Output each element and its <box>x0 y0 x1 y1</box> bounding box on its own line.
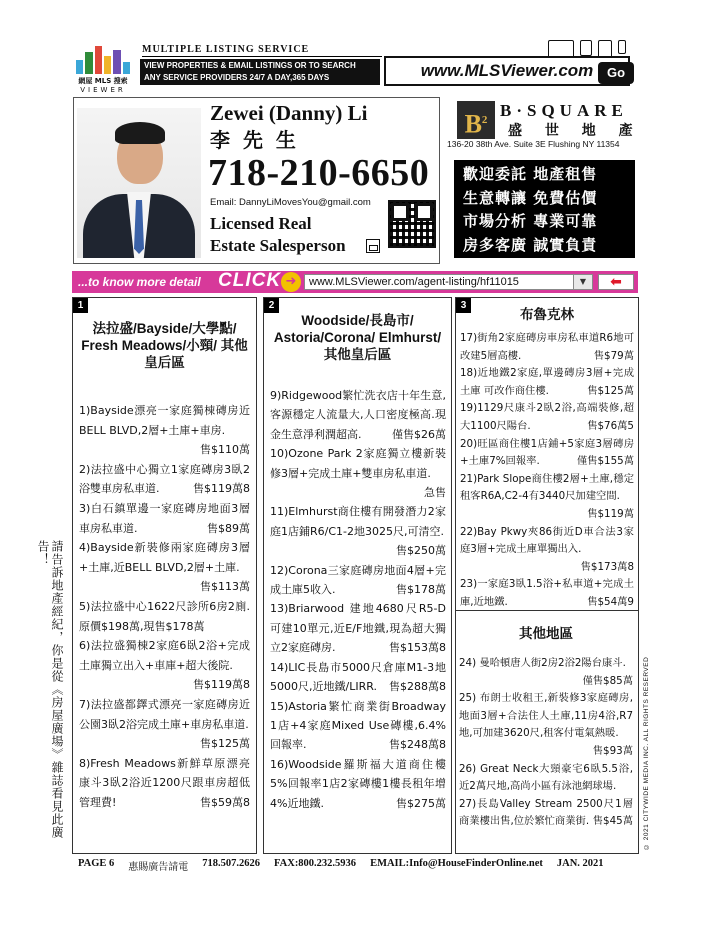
go-button[interactable]: Go <box>598 62 634 84</box>
agent-phone[interactable]: 718-210-6650 <box>208 152 430 194</box>
list-item[interactable]: 17)街角2家庭磚房車房私車道R6地可改建5層高樓. 售$79萬 <box>460 332 634 362</box>
list-item[interactable]: 26) Great Neck大頸豪宅6臥5.5浴,近2萬尺地,高尚小區有泳池網球場. <box>459 762 633 793</box>
list-item[interactable]: 23)一家庭3臥1.5浴+私車道+完成土庫,近地鐵. 售$54萬9 <box>460 578 634 608</box>
footer-email[interactable]: EMAIL:Info@HouseFinderOnline.net <box>370 858 543 869</box>
list-item[interactable]: 27)長島Valley Stream 2500尺1層商業樓出售,位於繁忙商業街. 售$45萬 <box>459 797 633 828</box>
copyright-notice: © 2021 CITYWIDE MEDIA INC. ALL RIGHTS RESERVED <box>643 656 650 850</box>
list-item[interactable]: 5)法拉盛中心1622尺診所6房2廁. 原價$198萬,現售$178萬 <box>79 599 250 633</box>
list-item[interactable]: 24) 曼哈頓唐人街2房2浴2陽台康斗. 僅售$85萬 <box>459 657 633 687</box>
slogan-line: 生意轉讓 免費估價 <box>463 188 598 207</box>
list-item[interactable]: 21)Park Slope商住樓2層+土庫,穩定租客R6A,C2-4有3440尺加建空間. 售$119萬 <box>460 472 634 520</box>
company-name-cn: 盛 世 地 產 <box>508 123 642 139</box>
column-number-badge: 3 <box>456 298 471 313</box>
slogan-line: 歡迎委託 地產租售 <box>463 165 598 183</box>
list-item[interactable]: 1)Bayside漂亮一家庭獨棟磚房近BELL BLVD,2層+土庫+車房. 售$110萬 <box>79 404 250 457</box>
column-heading: 法拉盛/Bayside/大學點/ Fresh Meadows/小頸/ 其他皇后區 <box>81 321 248 370</box>
column-number-badge: 1 <box>73 298 88 313</box>
mls-tagline-line1: VIEW PROPERTIES & EMAIL LISTINGS OR TO SEARCH <box>144 61 356 70</box>
divider <box>142 56 382 57</box>
listing-list <box>459 655 633 831</box>
list-item[interactable]: 16)Woodside羅斯福大道商住樓5%回報率1店2家磚樓1樓長租年增4%近地鐵. 售$275萬 <box>270 757 446 810</box>
back-arrow-icon[interactable]: ⬅ <box>598 274 634 290</box>
column-heading: Woodside/長島市/ Astoria/Corona/ Elmhurst/其他皇后區 <box>273 313 442 362</box>
list-item[interactable]: 18)近地鐵2家庭,單邊磚房3層+完成土庫 可改作商住樓. 售$125萬 <box>460 367 634 397</box>
list-item[interactable]: 12)Corona三家庭磚房地面4層+完成土庫5收入. 售$178萬 <box>270 563 446 597</box>
click-label[interactable]: CLICK <box>218 270 282 291</box>
list-item[interactable]: 4)Bayside新裝修兩家庭磚房3層+土庫,近BELL BLVD,2層+土庫. 售$113萬 <box>79 541 250 594</box>
building-bars-icon <box>76 46 130 74</box>
mls-title: MULTIPLE LISTING SERVICE <box>142 44 310 55</box>
listing-list <box>79 401 250 812</box>
logo-sub-text: VIEWER <box>80 86 126 94</box>
bsquare-logo-icon: $B^2$ <box>457 101 495 139</box>
footer-fax: FAX:800.232.5936 <box>274 858 357 869</box>
agent-email[interactable]: Email: DannyLiMovesYou@gmail.com <box>210 197 371 208</box>
page-number: PAGE 6 <box>78 858 115 869</box>
arrow-right-icon[interactable]: ➜ <box>281 272 301 292</box>
side-note: 請告訴地產經紀，你是從《房屋廣場》雜誌看見此廣告！ <box>36 540 64 839</box>
list-item[interactable]: 22)Bay Pkwy夾86街近D車合法3家庭3層+完成土庫單獨出入. 售$173萬8 <box>460 525 634 573</box>
column-heading: 布魯克林 <box>520 307 574 322</box>
page-footer <box>78 858 638 872</box>
column-heading: 其他地區 <box>519 626 573 641</box>
list-item[interactable]: 14)LIC長島市5000尺倉庫M1-3地5000尺,近地鐵/LIRR. 售$288萬8 <box>270 660 446 694</box>
mls-tagline <box>140 59 380 85</box>
ad-call-label: 惠賜廣告請電 <box>128 862 189 873</box>
listing-list <box>460 330 634 612</box>
click-prompt: ...to know more detail <box>78 275 201 289</box>
list-item[interactable]: 19)1129尺康斗2臥2浴,高端裝修,超大1100尺陽台. 售$76萬5 <box>460 402 634 432</box>
mls-viewer-logo[interactable] <box>72 42 134 94</box>
list-item[interactable]: 13)Briarwood 建地4680尺R5-D可建10單元,近E/F地鐵,現為超大獨立2家庭磚房. 售$153萬8 <box>270 602 446 655</box>
listing-column-other <box>455 610 639 854</box>
agent-license-line1: Licensed Real <box>210 214 312 233</box>
slogan-line: 市場分析 專業可靠 <box>463 212 598 230</box>
chevron-down-icon[interactable]: ▼ <box>573 275 592 289</box>
listing-column-2 <box>263 297 452 854</box>
slogan-line: 房多客廣 誠實負責 <box>463 235 598 254</box>
company-address: 136-20 38th Ave. Suite 3E Flushing NY 11354 <box>447 139 620 149</box>
agent-license-line2: Estate Salesperson <box>210 236 346 255</box>
logo-cn-text: 網屋 MLS 搜索 <box>78 77 128 85</box>
agent-name-cn: 李 先 生 <box>210 128 299 152</box>
equal-housing-icon <box>366 239 380 253</box>
column-number-badge: 2 <box>264 298 279 313</box>
qr-code-icon[interactable] <box>388 200 436 248</box>
listing-url-field[interactable]: www.MLSViewer.com/agent-listing/hf11015 <box>304 274 593 290</box>
list-item[interactable]: 11)Elmhurst商住樓有開發潛力2家庭1店鋪R6/C1-2地3025尺,可清空. 售$250萬 <box>270 505 446 558</box>
site-url-link[interactable]: www.MLSViewer.com <box>384 56 630 86</box>
company-name: B·SQUARE <box>500 101 628 120</box>
list-item[interactable]: 15)Astoria繁忙商業街Broadway 1店+4家庭Mixed Use磚樓,6.4%回報率. 售$248萬8 <box>270 699 446 752</box>
footer-phone: 718.507.2626 <box>202 858 261 869</box>
listing-column-1 <box>72 297 257 854</box>
agent-photo <box>77 108 201 258</box>
list-item[interactable]: 3)白石鎮單邊一家庭磚房地面3層車房私車道. 售$89萬 <box>79 501 250 535</box>
footer-date: JAN. 2021 <box>556 858 604 869</box>
list-item[interactable]: 25) 布朗士收租王,新裝修3家庭磚房,地面3層+合法住人土庫,11房4浴,R7地,可加建3620尺,租客付電氣熱暖. 售$93萬 <box>459 692 633 757</box>
list-item[interactable]: 6)法拉盛獨棟2家庭6臥2浴+完成土庫獨立出入+車庫+超大後院. 售$119萬8 <box>79 639 250 692</box>
list-item[interactable]: 8)Fresh Meadows新鮮草原漂亮康斗3臥2浴近1200尺跟車房超低管理費! 售$59萬8 <box>79 756 250 809</box>
list-item[interactable]: 10)Ozone Park 2家庭獨立樓新裝修3層+完成土庫+雙車房私車道. 急售 <box>270 447 446 500</box>
agent-name: Zewei (Danny) Li <box>210 101 368 125</box>
mls-tagline-line2: ANY SERVICE PROVIDERS 24/7 A DAY,365 DAYS <box>144 73 330 82</box>
list-item[interactable]: 20)旺區商住樓1店鋪+5家庭3層磚房+土庫7%回報率. 僅售$155萬 <box>460 437 634 468</box>
company-slogans <box>454 160 635 258</box>
list-item[interactable]: 2)法拉盛中心獨立1家庭磚房3臥2浴雙車房私車道. 售$119萬8 <box>79 462 250 496</box>
listing-list <box>270 386 446 813</box>
list-item[interactable]: 9)Ridgewood繁忙洗衣店十年生意,客源穩定人流量大,人口密度極高.現金生意淨利潤超高. 僅售$26萬 <box>270 389 446 441</box>
list-item[interactable]: 7)法拉盛都鐸式漂亮一家庭磚房近公園3臥2浴完成土庫+車房私車道. 售$125萬 <box>79 697 250 751</box>
